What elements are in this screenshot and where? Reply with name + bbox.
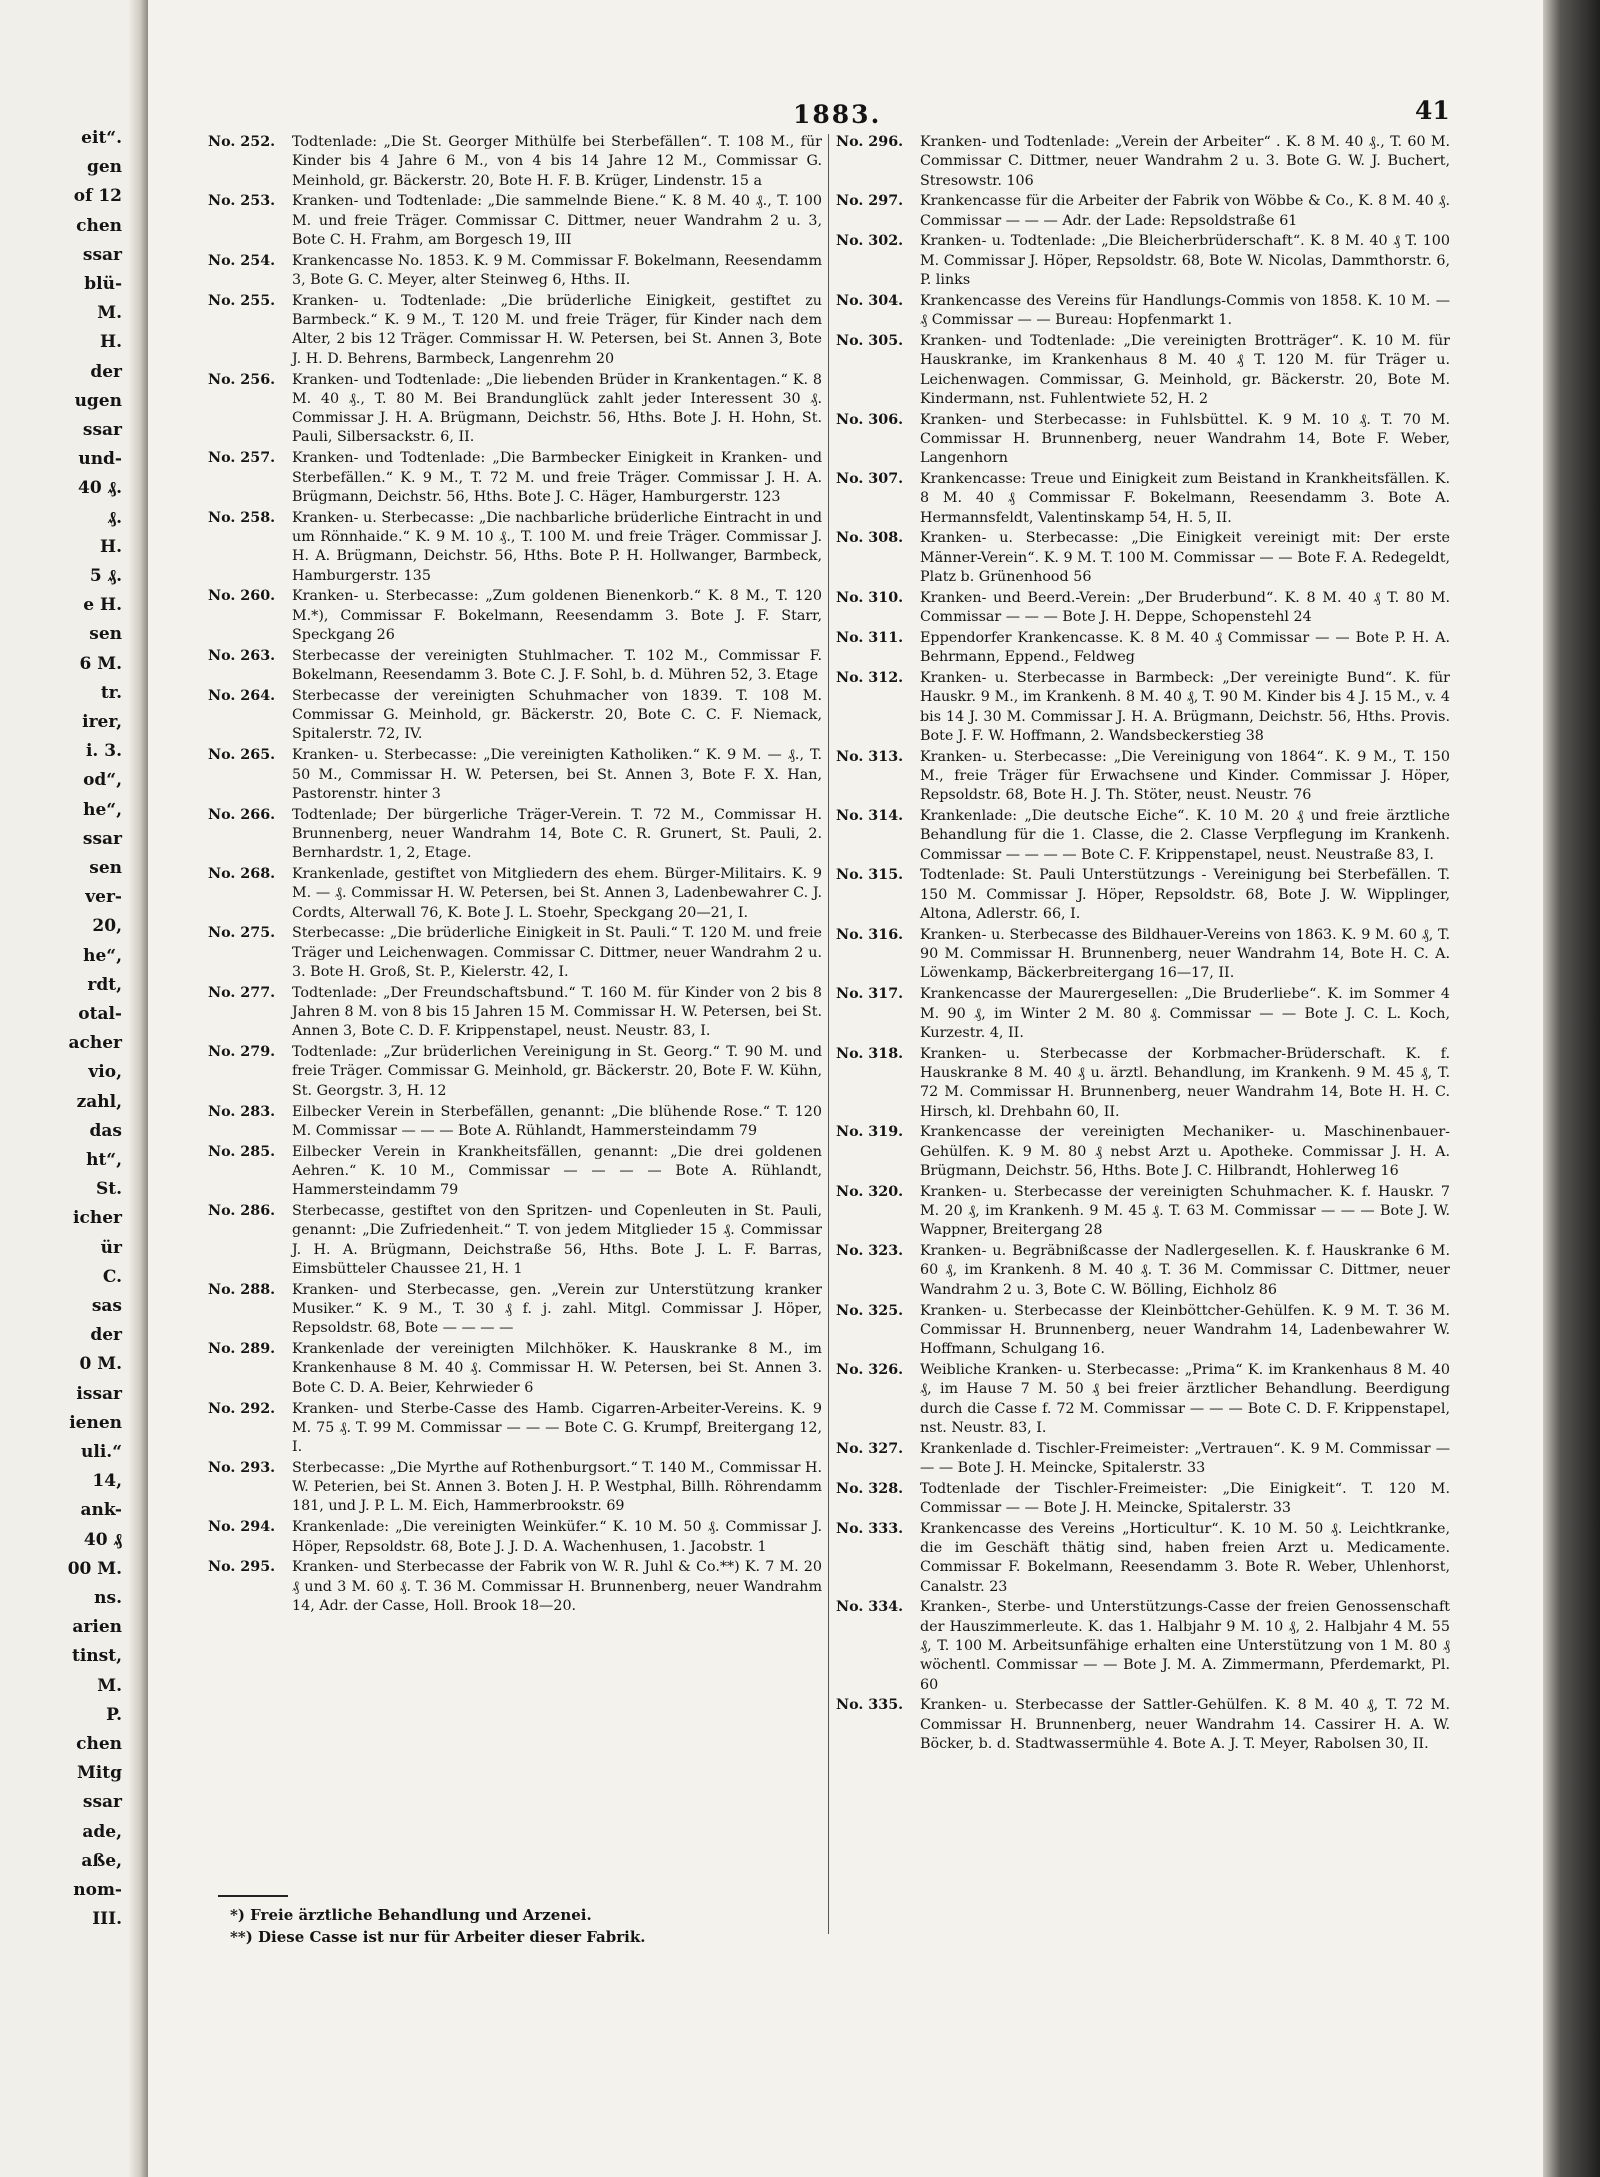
entry-text: Eilbecker Verein in Krankheitsfällen, genannt: „Die drei goldenen Aehren.“ K. 10 M., Commissar — — — — Bote A. Rühlandt, Hammersteindamm 79 [292,1143,822,1199]
page-number: 41 [1415,96,1450,125]
entry-text: Kranken- u. Sterbecasse: „Zum goldenen Bienenkorb.“ K. 8 M., T. 120 M.*), Commissar F. Bokelmann, Reesendamm 3. Bote J. F. Starr, Speckgang 26 [292,588,822,643]
facing-page-fragment: icher [73,1208,122,1229]
facing-page-fragment: ssar [82,828,122,849]
facing-page-fragment: irer, [82,712,122,732]
facing-page-fragment: aße, [81,1850,122,1871]
entry-number: No. 316. [836,926,904,943]
facing-page-fragment: 40 ₰. [78,478,122,499]
register-entry [836,529,1450,587]
entry-text: Eppendorfer Krankencasse. K. 8 M. 40 ₰ Commissar — — Bote P. H. A. Behrmann, Eppend., Feldweg [920,629,1450,666]
register-entry [836,1520,1450,1597]
entry-text: Krankencasse No. 1853. K. 9 M. Commissar F. Bokelmann, Reesendamm 3, Bote G. C. Meyer, alter Steinweg 6, Hths. II. [292,252,822,289]
entry-text: Kranken- und Beerd.-Verein: „Der Bruderbund“. K. 8 M. 40 ₰ T. 80 M. Commissar — — — Bote J. H. Deppe, Schopenstehl 24 [920,589,1450,626]
entry-number: No. 286. [208,1203,276,1220]
entry-text: Kranken- und Todtenlade: „Die liebenden Brüder in Krankentagen.“ K. 8 M. 40 ₰., T. 80 M. Bei Brandunglück zahlt jeder Interessent 30 ₰. Commissar J. H. A. Brügmann, Deichstr. 56, Hths. Bote J. H. Hohn, St. Pauli, Silbersackstr. 6, II. [292,371,822,446]
entry-text: Kranken- u. Sterbecasse: „Die Einigkeit vereinigt mit: Der erste Männer-Verein“. K. 9 M. T. 100 M. Commissar — — Bote F. A. Redegeldt, Platz b. Grünenhood 56 [920,530,1450,586]
register-entry [836,1598,1450,1694]
register-entry [208,449,822,507]
entry-number: No. 279. [208,1044,276,1061]
register-entry [836,589,1450,628]
facing-page-fragment: H. [100,332,122,353]
entry-text: Sterbecasse: „Die brüderliche Einigkeit in St. Pauli.“ T. 120 M. und freie Träger und Leichenwagen. Commissar C. Dittmer, neuer Wandrahm 2 u. 3. Bote H. Groß, St. P., Kielerstr. 42, I. [292,925,822,980]
entry-text: Kranken- u. Todtenlade: „Die brüderliche Einigkeit, gestiftet zu Barmbeck.“ K. 9 M., T. 120 M. und freie Träger, für Kinder nach dem Alter, 2 bis 12 Träger. Commissar H. W. Petersen, bei St. Annen 3, Bote J. H. D. Behrens, Barmbeck, Langenrehm 20 [292,292,822,367]
register-entry [208,865,822,923]
register-entry [208,1143,822,1201]
entry-number: No. 264. [208,687,276,704]
facing-page-fragment: 40 ₰ [83,1529,122,1550]
entry-text: Krankenlade, gestiftet von Mitgliedern des ehem. Bürger-Militairs. K. 9 M. — ₰. Commissar H. W. Petersen, bei St. Annen 3, Ladenbewahrer C. J. Cordts, Alterwall 76, K. Bote J. L. Stoehr, Speckgang 20—21, I. [292,865,822,921]
entry-number: No. 323. [836,1243,904,1260]
facing-page-fragment: i. 3. [85,741,122,762]
facing-page-fragment: gen [86,157,122,178]
facing-page-fragment: der [90,1325,122,1346]
facing-page-fragment: tr. [100,682,122,703]
entry-text: Todtenlade: „Der Freundschaftsbund.“ T. 160 M. für Kinder von 2 bis 8 Jahren 8 M. von 8 bis 15 Jahren 15 M. Commissar H. W. Petersen, bei St. Annen 3, Bote C. D. F. Krippenstapel, neust. Neustr. 83, I. [292,984,822,1040]
facing-page-fragment: chen [76,1734,122,1754]
register-entry [836,1696,1450,1754]
entry-number: No. 268. [208,865,276,882]
facing-page-fragment: nom- [73,1880,122,1900]
facing-page-fragment: M. [97,303,122,324]
facing-page-fragment: ienen [69,1412,122,1433]
entry-number: No. 265. [208,747,276,764]
register-entry [836,1045,1450,1122]
register-entry [836,192,1450,231]
entry-text: Todtenlade: St. Pauli Unterstützungs - Vereinigung bei Sterbefällen. T. 150 M. Commissar J. Höper, Repsoldstr. 68, Bote J. W. Wipplinger, Altona, Adlerstr. 66, I. [920,867,1450,923]
register-entry [208,192,822,250]
facing-page-fragment: 14, [92,1471,122,1492]
facing-page-fragment: C. [102,1266,122,1287]
facing-page-fragment: H. [100,536,122,557]
facing-page-fragment: sen [89,858,122,878]
entry-number: No. 333. [836,1520,904,1537]
register-entry [208,133,822,191]
facing-page-fragment: P. [106,1704,122,1725]
entry-text: Kranken- u. Begräbnißcasse der Nadlergesellen. K. f. Hauskranke 6 M. 60 ₰, im Krankenh. 8 M. 40 ₰. T. 36 M. Commissar C. Dittmer, neuer Wandrahm 2 u. 3, Bote C. W. Bölling, Eichholz 86 [920,1243,1450,1298]
entry-number: No. 335. [836,1697,904,1714]
facing-page-fragment: ade, [82,1821,122,1842]
entry-text: Todtenlade: „Die St. Georger Mithülfe bei Sterbefällen“. T. 108 M., für Kinder bis 4 Jahre 6 M., von 4 bis 14 Jahre 12 M., Commissar G. Meinhold, gr. Bäckerstr. 20, Bote H. F. B. Krüger, Lindenstr. 15 a [292,134,822,189]
entry-text: Kranken- und Todtenlade: „Die sammelnde Biene.“ K. 8 M. 40 ₰., T. 100 M. und freie Träger. Commissar C. Dittmer, neuer Wandrahm 2 u. 3, Bote C. H. Frahm, am Borgesch 19, III [292,193,822,248]
entry-text: Krankenlade: „Die deutsche Eiche“. K. 10 M. 20 ₰ und freie ärztliche Behandlung für die 1. Classe, die 2. Classe Verpflegung im Krankenh. Commissar — — — — Bote C. F. Krippenstapel, neust. Neustraße 83, I. [920,808,1450,863]
facing-page-fragment: arien [72,1617,122,1638]
entry-text: Sterbecasse der vereinigten Schuhmacher von 1839. T. 108 M. Commissar G. Meinhold, gr. Bäckerstr. 20, Bote C. C. F. Niemack, Spitalerstr. 72, IV. [292,687,822,743]
facing-page-fragment: der [90,361,122,382]
entry-number: No. 317. [836,986,904,1003]
entry-text: Todtenlade: „Zur brüderlichen Vereinigung in St. Georg.“ T. 90 M. und freie Träger. Commissar G. Meinhold, gr. Bäckerstr. 20, Bote F. W. Kühn, St. Georgstr. 3, H. 12 [292,1044,822,1099]
entry-number: No. 312. [836,670,904,687]
entry-number: No. 255. [208,292,276,309]
entry-number: No. 308. [836,530,904,547]
entry-text: Sterbecasse der vereinigten Stuhlmacher. T. 102 M., Commissar F. Bokelmann, Reesendamm 3. Bote C. J. F. Sohl, b. d. Mühren 52, 3. Etage [292,647,822,684]
entry-number: No. 307. [836,471,904,488]
register-entry [836,866,1450,924]
facing-page-fragment: ank- [80,1500,122,1521]
footnote-rule [218,1895,288,1897]
facing-page-fragment: ns. [94,1588,122,1608]
facing-page-fragment: od“, [83,770,122,791]
facing-page-fragment: 20, [92,916,122,937]
register-entry [208,1043,822,1101]
facing-page-fragment: otal- [78,1004,122,1024]
facing-page-fragment: ssar [82,420,122,440]
entry-text: Krankencasse des Vereins für Handlungs-Commis von 1858. K. 10 M. — ₰ Commissar — — Bureau: Hopfenmarkt 1. [920,292,1450,329]
entry-text: Kranken- u. Sterbecasse des Bildhauer-Vereins von 1863. K. 9 M. 60 ₰, T. 90 M. Commissar H. Brunnenberg, neuer Wandrahm 14, Bote H. C. A. Löwenkamp, Bäckerbreitergang 16—17, II. [920,926,1450,982]
facing-page-fragment: zahl, [76,1091,122,1112]
facing-page-fragment: chen [76,215,122,236]
entry-number: No. 296. [836,134,904,150]
entry-text: Todtenlade der Tischler-Freimeister: „Die Einigkeit“. T. 120 M. Commissar — — Bote J. H. Meincke, Spitalerstr. 33 [920,1480,1450,1516]
entry-text: Kranken- und Todtenlade: „Die vereinigten Brotträger“. K. 10 M. für Hauskranke, im Krankenhaus 8 M. 40 ₰ T. 120 M. für Träger u. Leichenwagen. Commissar, G. Meinhold, gr. Bäckerstr. 20, Bote M. Kindermann, nst. Fuhlentwiete 52, H. 2 [920,332,1450,407]
facing-page-fragment: und- [78,449,122,470]
register-entry [208,984,822,1042]
facing-page-fragment: 0 M. [79,1354,122,1375]
entry-number: No. 320. [836,1183,904,1200]
register-entry [208,252,822,291]
register-entry [208,1340,822,1398]
entry-text: Kranken- und Todtenlade: „Verein der Arbeiter“ . K. 8 M. 40 ₰., T. 60 M. Commissar C. Dittmer, neuer Wandrahm 2 u. 3. Bote G. W. J. Buchert, Stresowstr. 106 [920,134,1450,189]
register-entry [836,332,1450,409]
facing-page-fragment: III. [92,1909,122,1930]
facing-page-fragment: sen [89,624,122,645]
scan-edge [1543,0,1600,2177]
entry-number: No. 310. [836,589,904,606]
register-entry [208,1202,822,1279]
page-fold [128,0,148,2177]
facing-page-fragment: Mitg [76,1763,122,1784]
register-entry [836,133,1450,191]
register-entry [208,647,822,686]
entry-number: No. 305. [836,332,904,349]
facing-page-fragment: ssar [82,244,122,265]
entry-text: Weibliche Kranken- u. Sterbecasse: „Prima“ K. im Krankenhaus 8 M. 40 ₰, im Hause 7 M. 50 ₰ bei freier ärztlicher Behandlung. Beerdigung durch die Casse f. 72 M. Commissar — — — Bote C. D. F. Krippenstapel, nst. Neustr. 83, I. [920,1361,1450,1436]
facing-page-fragment: vio, [88,1062,122,1083]
register-entry [208,924,822,982]
facing-page-fragment: of 12 [73,186,122,207]
page-header-year: 1883. [793,100,882,129]
register-entry [836,1361,1450,1438]
entry-number: No. 257. [208,450,276,467]
facing-page-fragment: M. [97,1675,122,1696]
entry-number: No. 319. [836,1124,904,1141]
register-entry [208,587,822,645]
entry-text: Todtenlade; Der bürgerliche Träger-Verein. T. 72 M., Commissar H. Brunnenberg, neuer Wandrahm 14, Bote C. R. Grunert, St. Pauli, 2. Bernhardstr. 1, 2, Etage. [292,806,822,862]
register-entry [208,1400,822,1458]
facing-page-fragment: acher [68,1033,122,1054]
entry-text: Kranken- u. Sterbecasse: „Die nachbarliche brüderliche Eintracht in und um Rönnhaide.“ K. 9 M. 10 ₰., T. 100 M. und freie Träger. Commissar J. H. A. Brügmann, Deichstr. 56, Hths. Bote P. H. Hollwanger, Barmbeck, Hamburgerstr. 135 [292,509,822,584]
entry-number: No. 314. [836,808,904,825]
entry-text: Sterbecasse, gestiftet von den Spritzen- und Copenleuten in St. Pauli, genannt: „Die Zufriedenheit.“ T. von jedem Mitglieder 15 ₰. Commissar J. H. A. Brügmann, Deichstraße 56, Hths. Bote J. L. F. Barras, Eimsbütteler Chaussee 21, H. 1 [292,1203,822,1277]
facing-page-fragment: ssar [82,1792,122,1813]
entry-text: Kranken- u. Todtenlade: „Die Bleicherbrüderschaft“. K. 8 M. 40 ₰ T. 100 M. Commissar J. Höper, Repsoldstr. 68, Bote W. Nicolas, Dammthorstr. 6, P. links [920,233,1450,289]
entry-number: No. 334. [836,1599,904,1616]
facing-page-fragment: uli.“ [81,1442,122,1462]
entry-number: No. 313. [836,748,904,765]
facing-page-fragment: he“, [83,799,122,820]
entry-number: No. 288. [208,1281,276,1298]
entry-text: Krankenlade d. Tischler-Freimeister: „Vertrauen“. K. 9 M. Commissar — — — Bote J. H. Meincke, Spitalerstr. 33 [920,1440,1450,1476]
register-entry [208,509,822,586]
entry-text: Kranken- und Sterbecasse der Fabrik von W. R. Juhl & Co.**) K. 7 M. 20 ₰ und 3 M. 60 ₰. T. 36 M. Commissar H. Brunnenberg, neuer Wandrahm 14, Adr. der Casse, Holl. Brook 18—20. [292,1559,822,1614]
entry-number: No. 297. [836,193,904,210]
entry-number: No. 289. [208,1341,276,1358]
entry-number: No. 306. [836,411,904,428]
footnote-1: *) Freie ärztliche Behandlung und Arzenei. [230,1906,592,1924]
entry-number: No. 258. [208,509,276,526]
entry-number: No. 326. [836,1361,904,1378]
entry-number: No. 254. [208,252,276,269]
entry-number: No. 263. [208,647,276,664]
entry-number: No. 285. [208,1143,276,1160]
entry-text: Kranken- u. Sterbecasse in Barmbeck: „Der vereinigte Bund“. K. für Hauskr. 9 M., im Krankenh. 8 M. 40 ₰, T. 90 M. Kinder bis 4 J. 15 M., v. 4 bis 14 J. 30 M. Commissar J. H. A. Brügmann, Deichstr. 56, Hths. Provis. Bote J. F. W. Hoffmann, 2. Wandsbeckerstieg 38 [920,670,1450,744]
facing-page-fragment: ür [100,1237,122,1258]
register-entry [836,1183,1450,1241]
facing-page-fragment: 5 ₰. [89,566,122,586]
register-entry [208,1518,822,1557]
entry-number: No. 294. [208,1519,276,1536]
entry-number: No. 325. [836,1302,904,1319]
register-entry [836,669,1450,746]
facing-page-fragment: das [89,1120,122,1141]
entry-number: No. 266. [208,806,276,823]
entry-text: Kranken- u. Sterbecasse: „Die vereinigten Katholiken.“ K. 9 M. — ₰., T. 50 M., Commissar H. W. Petersen, bei St. Annen 3, Bote F. X. Han, Pastorenstr. hinter 3 [292,747,822,802]
entry-text: Kranken- und Sterbecasse, gen. „Verein zur Unterstützung kranker Musiker.“ K. 9 M., T. 30 ₰ f. j. zahl. Mitgl. Commissar J. Höper, Repsoldstr. 68, Bote — — — — [292,1281,822,1337]
register-entry [836,292,1450,331]
entry-text: Kranken- und Sterbecasse: in Fuhlsbüttel. K. 9 M. 10 ₰. T. 70 M. Commissar H. Brunnenberg, neuer Wandrahm 14, Bote F. Weber, Langenhorn [920,411,1450,467]
entry-number: No. 311. [836,629,904,646]
register-entry [208,746,822,804]
facing-page-fragment: rdt, [87,974,122,995]
entry-text: Kranken- und Todtenlade: „Die Barmbecker Einigkeit in Kranken- und Sterbefällen.“ K. 9 M., T. 72 M. und freie Träger. Commissar J. H. A. Brügmann, Deichstr. 56, Hths. Bote J. C. Häger, Hamburgerstr. 123 [292,450,822,505]
register-entry [208,1281,822,1339]
facing-page-fragment: e H. [83,595,122,616]
entry-number: No. 275. [208,925,276,942]
entry-text: Krankenlade der vereinigten Milchhöker. K. Hauskranke 8 M., im Krankenhause 8 M. 40 ₰. Commissar H. W. Petersen, bei St. Annen 3. Bote C. D. A. Beier, Kehrwieder 6 [292,1341,822,1396]
register-entry [836,1242,1450,1300]
register-entry [208,1558,822,1616]
register-entry [836,232,1450,290]
register-entry [836,470,1450,528]
facing-page-fragment: he“, [83,945,122,966]
facing-page-fragment: 6 M. [79,653,122,674]
facing-page-fragment: St. [95,1179,122,1200]
register-entry [836,1123,1450,1181]
entry-text: Krankencasse der vereinigten Mechaniker- u. Maschinenbauer-Gehülfen. K. 9 M. 80 ₰ nebst Arzt u. Apotheke. Commissar J. H. A. Brügmann, Deichstr. 56, Hths. Bote J. C. Hilbrandt, Hohlerweg 16 [920,1124,1450,1179]
entry-number: No. 328. [836,1480,904,1497]
facing-page-fragment: ht“, [86,1150,122,1170]
entry-text: Kranken- u. Sterbecasse: „Die Vereinigung von 1864“. K. 9 M., T. 150 M., freie Träger für Erwachsene und Kinder. Commissar J. Höper, Repsoldstr. 68, Bote H. J. Th. Stöter, neust. Neustr. 76 [920,748,1450,804]
register-entry [836,1302,1450,1360]
register-entry [208,806,822,864]
facing-page-fragment: ₰. [107,507,122,528]
entry-text: Kranken- u. Sterbecasse der Korbmacher-Brüderschaft. K. f. Hauskranke 8 M. 40 ₰ u. ärztl. Behandlung, im Krankenh. 9 M. 45 ₰, T. 72 M. Commissar H. Brunnenberg, neuer Wandrahm 14, Bote H. H. C. Hirsch, kl. Drehbahn 60, II. [920,1045,1450,1120]
entry-number: No. 304. [836,292,904,309]
register-entry [208,292,822,369]
register-entry [208,371,822,448]
entry-number: No. 318. [836,1045,904,1062]
page [148,0,1543,2177]
facing-page-fragment: blü- [84,274,122,294]
register-entry [208,1459,822,1517]
entry-text: Krankencasse: Treue und Einigkeit zum Beistand in Krankheitsfällen. K. 8 M. 40 ₰ Commissar F. Bokelmann, Reesendamm 3. Bote A. Hermannsfeldt, Valentinskamp 54, H. 5, II. [920,471,1450,526]
register-entry [836,748,1450,806]
register-entry [836,411,1450,469]
entry-number: No. 253. [208,193,276,210]
register-entry [836,807,1450,865]
column-divider [828,134,829,1934]
entry-text: Krankencasse der Maurergesellen: „Die Bruderliebe“. K. im Sommer 4 M. 90 ₰, im Winter 2 M. 80 ₰. Commissar — — Bote J. C. L. Koch, Kurzestr. 4, II. [920,986,1450,1041]
facing-page-fragment: ver- [85,887,122,908]
register-entry [836,1480,1450,1519]
entry-text: Sterbecasse: „Die Myrthe auf Rothenburgsort.“ T. 140 M., Commissar H. W. Peterien, bei St. Annen 3. Boten J. H. P. Westphal, Billh. Röhrendamm 181, und J. P. L. M. Eich, Hammerbrookstr. 69 [292,1459,822,1515]
entry-number: No. 315. [836,867,904,884]
facing-page-fragment: sas [91,1296,122,1316]
register-entry [836,926,1450,984]
register-entry [208,1103,822,1142]
entry-number: No. 292. [208,1400,276,1417]
entry-text: Kranken- u. Sterbecasse der vereinigten Schuhmacher. K. f. Hauskr. 7 M. 20 ₰, im Krankenh. 9 M. 45 ₰. T. 63 M. Commissar — — — Bote J. W. Wappner, Breitergang 28 [920,1183,1450,1239]
entry-text: Krankencasse für die Arbeiter der Fabrik von Wöbbe & Co., K. 8 M. 40 ₰. Commissar — — — Adr. der Lade: Repsoldstraße 61 [920,193,1450,229]
right-column [836,133,1450,1756]
entry-number: No. 277. [208,984,276,1001]
facing-page-fragment: ugen [74,390,122,411]
entry-text: Kranken- u. Sterbecasse der Kleinböttcher-Gehülfen. K. 9 M. T. 36 M. Commissar H. Brunnenberg, neuer Wandrahm 14, Ladenbewahrer W. Hoffmann, Schulgang 16. [920,1302,1450,1358]
entry-text: Krankencasse des Vereins „Horticultur“. K. 10 M. 50 ₰. Leichtkranke, die im Geschäft thätig sind, haben freien Arzt u. Medicamente. Commissar F. Bokelmann, Reesendamm 3. Bote R. Weber, Uhlenhorst, Canalstr. 23 [920,1520,1450,1595]
facing-page-gutter [0,0,148,2177]
entry-text: Kranken- und Sterbe-Casse des Hamb. Cigarren-Arbeiter-Vereins. K. 9 M. 75 ₰. T. 99 M. Commissar — — — Bote C. G. Krumpf, Breitergang 12, I. [292,1400,822,1456]
entry-number: No. 327. [836,1440,904,1457]
entry-text: Eilbecker Verein in Sterbefällen, genannt: „Die blühende Rose.“ T. 120 M. Commissar — — — Bote A. Rühlandt, Hammersteindamm 79 [292,1103,822,1139]
entry-number: No. 295. [208,1559,276,1576]
facing-page-fragment: issar [76,1383,122,1404]
entry-text: Kranken- u. Sterbecasse der Sattler-Gehülfen. K. 8 M. 40 ₰, T. 72 M. Commissar H. Brunnenberg, neuer Wandrahm 14. Cassirer H. A. W. Böcker, b. d. Stadtwassermühle 4. Bote A. J. T. Meyer, Rabolsen 30, II. [920,1697,1450,1753]
entry-number: No. 302. [836,233,904,250]
facing-page-fragment: eit“. [81,128,122,148]
entry-number: No. 256. [208,371,276,388]
facing-page-fragment: tinst, [71,1646,122,1667]
left-column [208,133,822,1618]
register-entry [836,629,1450,668]
entry-text: Krankenlade: „Die vereinigten Weinküfer.“ K. 10 M. 50 ₰. Commissar J. Höper, Repsoldstr. 68, Bote J. J. D. A. Wachenhusen, 1. Jacobstr. 1 [292,1519,822,1555]
entry-number: No. 283. [208,1103,276,1120]
entry-number: No. 293. [208,1459,276,1476]
register-entry [836,985,1450,1043]
facing-page-fragment: 00 M. [67,1558,122,1579]
footnote-2: **) Diese Casse ist nur für Arbeiter dieser Fabrik. [230,1928,646,1946]
entry-number: No. 260. [208,588,276,605]
register-entry [836,1440,1450,1479]
register-entry [208,687,822,745]
entry-number: No. 252. [208,134,276,150]
entry-text: Kranken-, Sterbe- und Unterstützungs-Casse der freien Genossenschaft der Hauszimmerleute. K. das 1. Halbjahr 9 M. 10 ₰, 2. Halbjahr 4 M. 55 ₰, T. 100 M. Arbeitsunfähige erhalten eine Unterstützung von 1 M. 80 ₰ wöchentl. Commissar — — Bote J. M. A. Zimmermann, Pferdemarkt, Pl. 60 [920,1599,1450,1693]
